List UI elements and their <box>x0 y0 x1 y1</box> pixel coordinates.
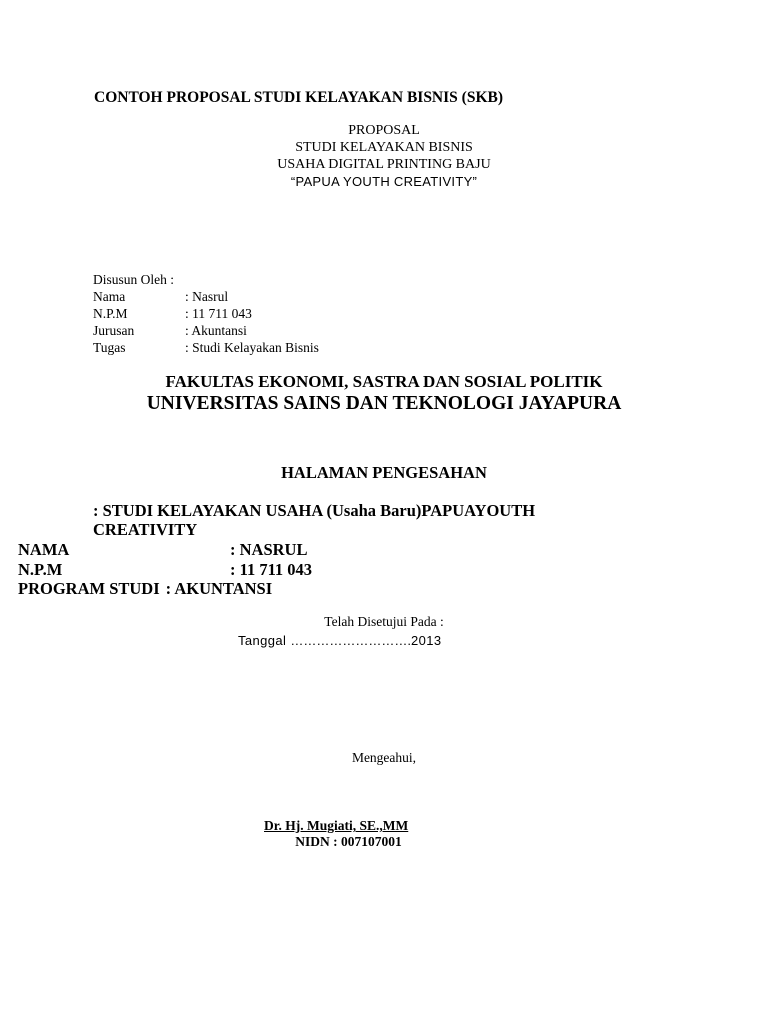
author-value: : 11 711 043 <box>185 306 252 321</box>
author-intro: Disusun Oleh : <box>93 272 174 287</box>
approval-page-title: HALAMAN PENGESAHAN <box>281 463 487 482</box>
author-label: Tugas <box>93 340 126 355</box>
acknowledged-label: Mengeahui, <box>351 750 417 765</box>
author-value: : Studi Kelayakan Bisnis <box>185 340 319 355</box>
approval-row-prodi <box>18 579 272 599</box>
author-label: Nama <box>93 289 126 304</box>
date-blank: ………………………. <box>290 633 411 648</box>
signer-id: NIDN : 007107001 <box>295 834 402 849</box>
document-heading: CONTOH PROPOSAL STUDI KELAYAKAN BISNIS (SKB) <box>94 89 503 106</box>
proposal-label: PROPOSAL <box>348 123 420 138</box>
author-label: Jurusan <box>93 323 135 338</box>
approval-subject-line1: : STUDI KELAYAKAN USAHA (Usaha Baru)PAPUAYOUTH <box>93 501 536 520</box>
author-value: : Nasrul <box>185 289 229 304</box>
faculty-name: FAKULTAS EKONOMI, SASTRA DAN SOSIAL POLITIK <box>165 372 603 391</box>
author-row-tugas <box>93 339 319 356</box>
date-year: 2013 <box>410 633 442 648</box>
author-row-jurusan <box>93 322 319 339</box>
approval-value: : NASRUL <box>230 540 308 559</box>
proposal-subject: STUDI KELAYAKAN BISNIS <box>295 140 473 155</box>
approval-row-npm <box>18 560 312 580</box>
approval-subject-line2: CREATIVITY <box>93 520 198 539</box>
approved-on-label: Telah Disetujui Pada : <box>324 614 444 629</box>
approval-value: : AKUNTANSI <box>165 579 273 598</box>
author-value: : Akuntansi <box>185 323 247 338</box>
author-label: N.P.M <box>93 306 128 321</box>
approval-label: PROGRAM STUDI <box>18 579 160 598</box>
proposal-title-block <box>200 122 568 190</box>
author-block <box>93 271 319 356</box>
signer-name: Dr. Hj. Mugiati, SE.,MM <box>264 818 409 833</box>
proposal-business: USAHA DIGITAL PRINTING BAJU <box>277 157 491 172</box>
approval-value: : 11 711 043 <box>230 560 313 579</box>
author-row-npm <box>93 305 319 322</box>
approval-date-line <box>238 633 442 648</box>
author-row-nama <box>93 288 319 305</box>
approval-label: N.P.M <box>18 560 63 579</box>
approval-label: NAMA <box>18 540 70 559</box>
proposal-brand: “PAPUA YOUTH CREATIVITY” <box>290 174 478 189</box>
university-name: UNIVERSITAS SAINS DAN TEKNOLOGI JAYAPURA <box>146 393 622 414</box>
approval-row-nama <box>18 540 307 560</box>
date-label: Tanggal <box>238 633 287 648</box>
